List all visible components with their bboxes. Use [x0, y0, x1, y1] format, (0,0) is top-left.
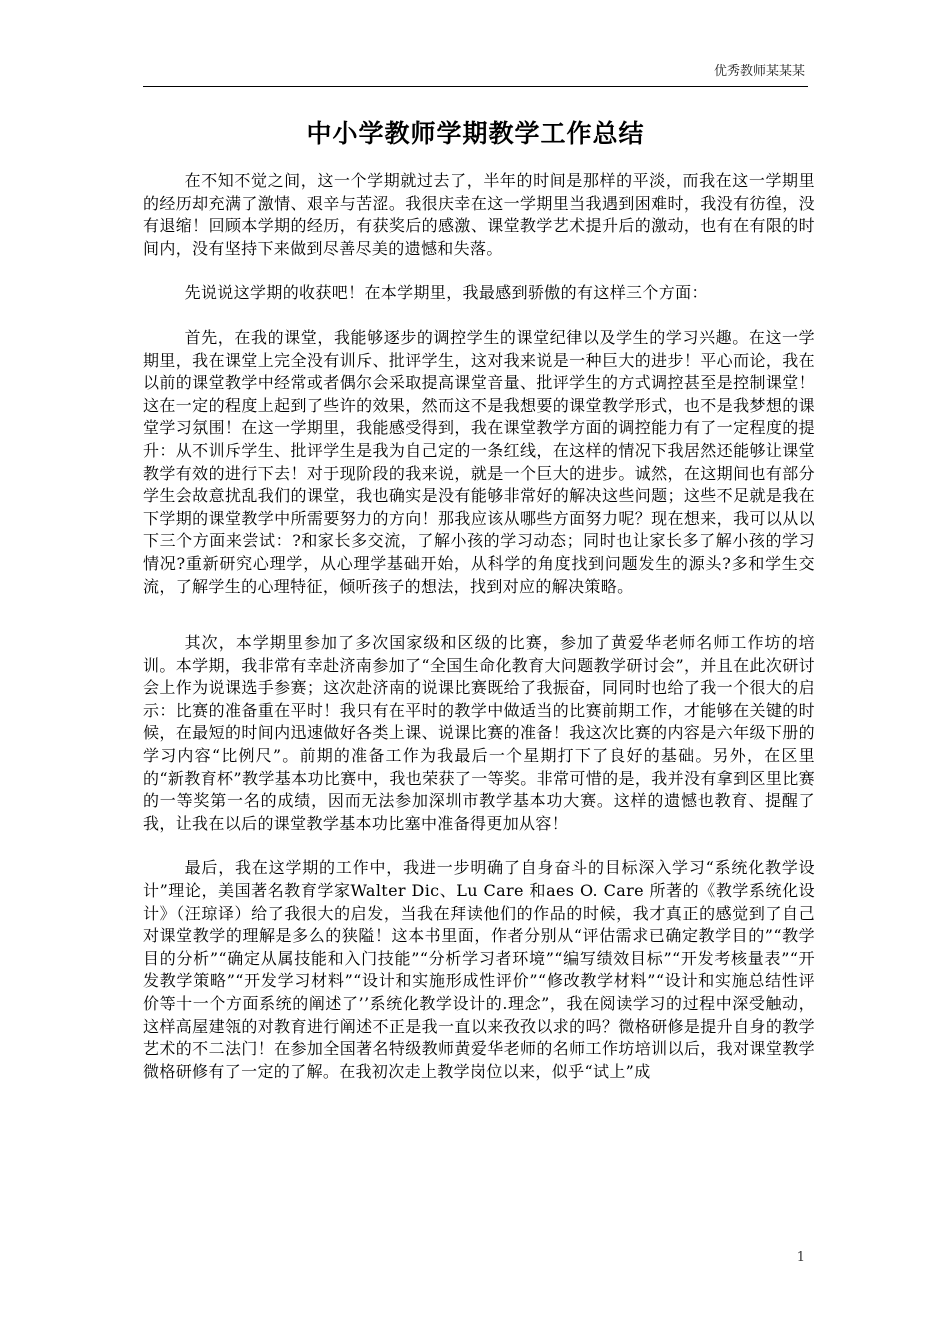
paragraph-gap	[143, 835, 815, 857]
paragraph-intro: 在不知不觉之间，这一个学期就过去了，半年的时间是那样的平淡，而我在这一学期里的经历却充满了激情、艰辛与苦涩。我很庆幸在这一学期里当我遇到困难时，我没有彷徨，没有退缩！回顾本学期的经历，有获奖后的感激、课堂教学艺术提升后的激动，也有在有限的时间内，没有坚持下来做到尽善尽美的遗憾和失落。	[143, 171, 815, 258]
paragraph-gap	[143, 598, 815, 632]
page-number: 1	[796, 1250, 805, 1265]
document-body	[143, 170, 815, 1083]
header-author: 优秀教师某某某	[713, 64, 805, 79]
paragraph-first: 首先，在我的课堂，我能够逐步的调控学生的课堂纪律以及学生的学习兴趣。在这一学期里，我在课堂上完全没有训斥、批评学生，这对我来说是一种巨大的进步！平心而论，我在以前的课堂教学中经常或者偶尔会采取提高课堂音量、批评学生的方式调控甚至是控制课堂！这在一定的程度上起到了些许的效果，然而这不是我想要的课堂教学形式，也不是我梦想的课堂学习氛围！在这一学期里，我能感受得到，我在课堂教学方面的调控能力有了一定程度的提升：从不训斥学生、批评学生是我为自己定的一条红线，在这样的情况下我居然还能够让课堂教学有效的进行下去！对于现阶段的我来说，就是一个巨大的进步。诚然，在这期间也有部分学生会故意扰乱我们的课堂，我也确实是没有能够非常好的解决这些问题；这些不足就是我在下学期的课堂教学中所需要努力的方向！那我应该从哪些方面努力呢？现在想来，我可以从以下三个方面来尝试：?和家长多交流，了解小孩的学习动态；同时也让家长多了解小孩的学习情况?重新研究心理学，从心理学基础开始，从科学的角度找到问题发生的源头?多和学生交流，了解学生的心理特征，倾听孩子的想法，找到对应的解决策略。	[143, 327, 815, 596]
paragraph-second: 其次，本学期里参加了多次国家级和区级的比赛，参加了黄爱华老师名师工作坊的培训。本学期，我非常有幸赴济南参加了“全国生命化教育大问题教学研讨会”，并且在此次研讨会上作为说课选手参赛；这次赴济南的说课比赛既给了我振奋，同同时也给了我一个很大的启示：比赛的准备重在平时！我只有在平时的教学中做适当的比赛前期工作，才能够在关键的时候，在最短的时间内迅速做好各类上课、说课比赛的准备！我这次比赛的内容是六年级下册的学习内容“比例尺”。前期的准备工作为我最后一个星期打下了良好的基础。另外，在区里的“新教育杯”教学基本功比赛中，我也荣获了一等奖。非常可惜的是，我并没有拿到区里比赛的一等奖第一名的成绩，因而无法参加深圳市教学基本功大赛。这样的遗憾也教育、提醒了我，让我在以后的课堂教学基本功比塞中准备得更加从容！	[143, 633, 815, 833]
paragraph-gap	[143, 260, 815, 282]
paragraph-gap	[143, 305, 815, 327]
paragraph-harvest-lead: 先说说这学期的收获吧！在本学期里，我最感到骄傲的有这样三个方面：	[184, 283, 708, 303]
header-divider	[143, 86, 808, 87]
document-title: 中小学教师学期教学工作总结	[306, 119, 645, 148]
paragraph-last: 最后，我在这学期的工作中，我进一步明确了自身奋斗的目标深入学习“系统化教学设计”理论，美国著名教育学家Walter Dic、Lu Care 和aes O. Care 所著的《教学系统化设计》（汪琼译）给了我很大的启发，当我在拜读他们的作品的时候，我才真正的感觉到了自己对课堂教学的理解是多么的狭隘！这本书里面，作者分别从“评估需求已确定教学目的”“教学目的分析”“确定从属技能和入门技能”“分析学习者环境”“编写绩效目标”“开发考核量表”“开发教学策略”“开发学习材料”“设计和实施形成性评价”“修改教学材料”“设计和实施总结性评价等十一个方面系统的阐述了’’系统化教学设计的.理念”，我在阅读学习的过程中深受触动，这样高屋建瓴的对教育进行阐述不正是我一直以来孜孜以求的吗？微格研修是提升自身的教学艺术的不二法门！在参加全国著名特级教师黄爱华老师的名师工作坊培训以后，我对课堂教学微格研修有了一定的了解。在我初次走上教学岗位以来，似乎“试上”成	[143, 858, 815, 1081]
